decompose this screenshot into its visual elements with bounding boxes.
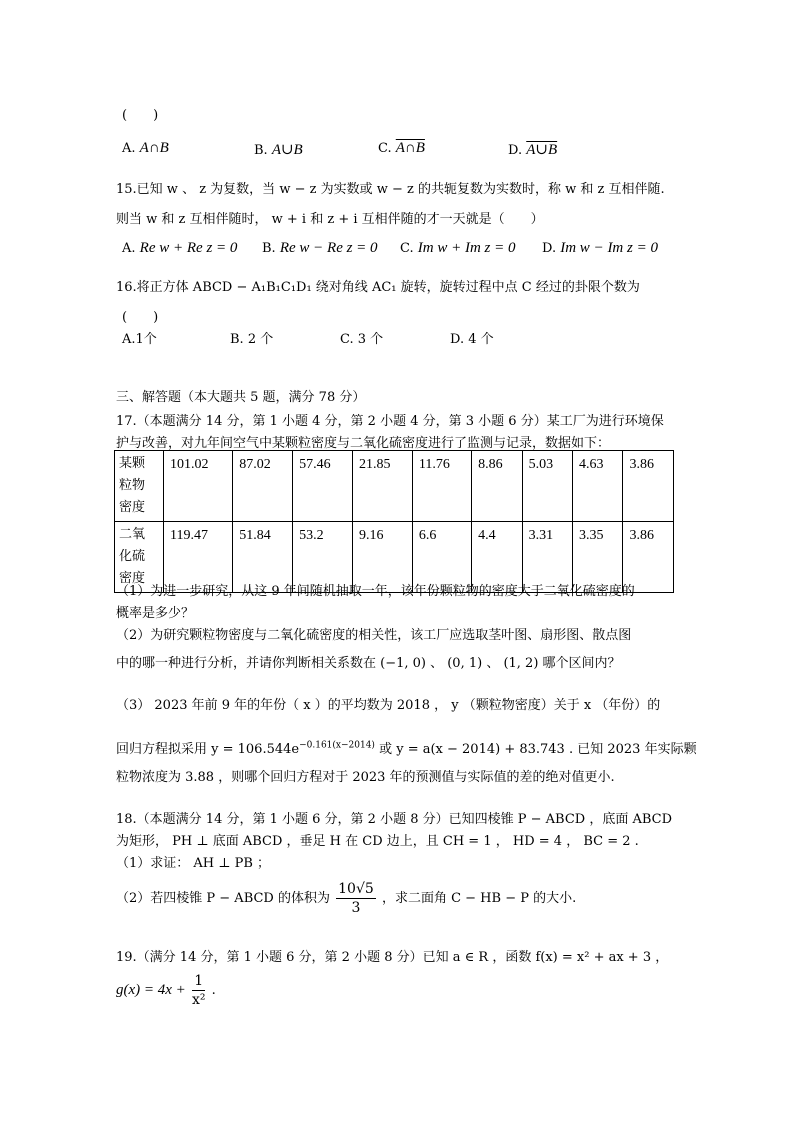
- q17-part3-line2: 回归方程拟采用 $y = 106.544e^{-0.161(x-2014)}$ 或 y = a(x − 2014) + 83.743 . 已知 2023 年实际颗: [116, 740, 697, 757]
- q16-option-d: D. 4 个: [450, 332, 494, 347]
- q15-option-c: C. Im w + Im z = 0: [400, 240, 516, 256]
- q17-part2-line1: （2）为研究颗粒物密度与二氧化硫密度的相关性，该工厂应选取茎叶图、扇形图、散点图: [116, 628, 632, 643]
- q17-part2-line2: 中的哪一种进行分析，并请你判断相关系数在 (−1, 0) 、 (0, 1) 、 (1, 2) 哪个区间内？: [116, 656, 621, 671]
- table-cell: 53.2: [293, 522, 353, 593]
- q16-option-c: C. 3 个: [340, 332, 384, 347]
- q16-option-a: A.1个: [122, 332, 157, 347]
- table-cell: 119.47: [164, 522, 233, 593]
- q14-option-d: D. A∪B: [508, 142, 558, 158]
- q17-part3-line3: 粒物浓度为 3.88 ，则哪个回归方程对于 2023 年的预测值与实际值的差的绝对值更小.: [116, 770, 615, 785]
- q17-intro-line2: 护与改善，对九年间空气中某颗粒密度与二氧化硫密度进行了监测与记录，数据如下：: [116, 436, 611, 451]
- row-label: 二氧 化硫 密度: [115, 522, 164, 593]
- volume-fraction: $\frac{10√5}{3}$: [338, 881, 374, 916]
- q14-option-a: A. A∩B: [122, 140, 169, 156]
- table-cell: 3.35: [573, 522, 623, 593]
- q16-answer-paren: ( ): [122, 310, 159, 325]
- q16-option-b: B. 2 个: [230, 332, 274, 347]
- q18-stem-line1: 18.（本题满分 14 分，第 1 小题 6 分，第 2 小题 8 分）已知四棱锥 P − ABCD ，底面 ABCD: [116, 812, 673, 827]
- table-cell: 3.31: [522, 522, 572, 593]
- q17-part1-line2: 概率是多少？: [116, 606, 195, 621]
- q17-data-table: [114, 450, 674, 593]
- table-cell: 4.63: [573, 451, 623, 522]
- table-cell: 5.03: [522, 451, 572, 522]
- table-cell: 57.46: [293, 451, 353, 522]
- q15-stem-line1: 15.已知 w 、 z 为复数，当 w − z 为实数或 w − z 的共轭复数为实数时，称 w 和 z 互相伴随.: [116, 182, 665, 197]
- q14-option-c: C. A∩B: [378, 140, 425, 156]
- table-cell: 21.85: [353, 451, 413, 522]
- table-cell: 101.02: [164, 451, 233, 522]
- table-cell: 9.16: [353, 522, 413, 593]
- table-cell: 3.86: [623, 522, 674, 593]
- section-three-heading: 三、解答题（本大题共 5 题，满分 78 分）: [116, 390, 366, 405]
- q18-part1: （1）求证： AH ⊥ PB ；: [116, 856, 271, 871]
- q15-option-d: D. Im w − Im z = 0: [542, 240, 658, 256]
- q19-stem-line2: g(x) = 4x + $\frac{1}{\text{x²}}$ .: [116, 973, 216, 1008]
- table-row: [115, 451, 674, 522]
- q15-stem-line2: 则当 w 和 z 互相伴随时， w + i 和 z + i 互相伴随的才一天就是（ ）: [116, 212, 544, 227]
- q14-option-b: B. A∪B: [254, 142, 303, 158]
- table-cell: 4.4: [472, 522, 522, 593]
- q17-part3-line1: （3） 2023 年前 9 年的年份（ x ）的平均数为 2018 ， y （颗粒物密度）关于 x （年份）的: [116, 698, 661, 713]
- q15-option-a: A. Re w + Re z = 0: [122, 240, 238, 256]
- table-cell: 11.76: [412, 451, 471, 522]
- table-cell: 3.86: [623, 451, 674, 522]
- q16-stem-line1: 16.将正方体 ABCD − A₁B₁C₁D₁ 绕对角线 AC₁ 旋转，旋转过程中点 C 经过的卦限个数为: [116, 280, 640, 295]
- row-label: 某颗 粒物 密度: [115, 451, 164, 522]
- q17-intro-line1: 17.（本题满分 14 分，第 1 小题 4 分，第 2 小题 4 分，第 3 小题 6 分）某工厂为进行环境保: [116, 414, 664, 429]
- g-fraction: $\frac{1}{\text{x²}}$: [191, 973, 206, 1008]
- table-cell: 51.84: [233, 522, 293, 593]
- table-cell: 87.02: [233, 451, 293, 522]
- q19-stem-line1: 19.（满分 14 分，第 1 小题 6 分，第 2 小题 8 分）已知 a ∈ R ，函数 f(x) = x² + ax + 3 ，: [116, 950, 669, 965]
- table-cell: 6.6: [412, 522, 471, 593]
- q18-stem-line2: 为矩形， PH ⊥ 底面 ABCD ，垂足 H 在 CD 边上，且 CH = 1 ， HD = 4 ， BC = 2 .: [116, 834, 639, 849]
- table-cell: 8.86: [472, 451, 522, 522]
- q14-answer-paren: ( ): [122, 108, 159, 123]
- q17-part1-line1: （1）为进一步研究，从这 9 年间随机抽取一年，该年份颗粒物的密度大于二氧化硫密度的: [116, 584, 635, 599]
- q15-option-b: B. Re w − Re z = 0: [262, 240, 378, 256]
- q18-part2: （2）若四棱锥 P − ABCD 的体积为 $\frac{10√5}{3}$ ，求二面角 C − HB − P 的大小.: [116, 881, 577, 916]
